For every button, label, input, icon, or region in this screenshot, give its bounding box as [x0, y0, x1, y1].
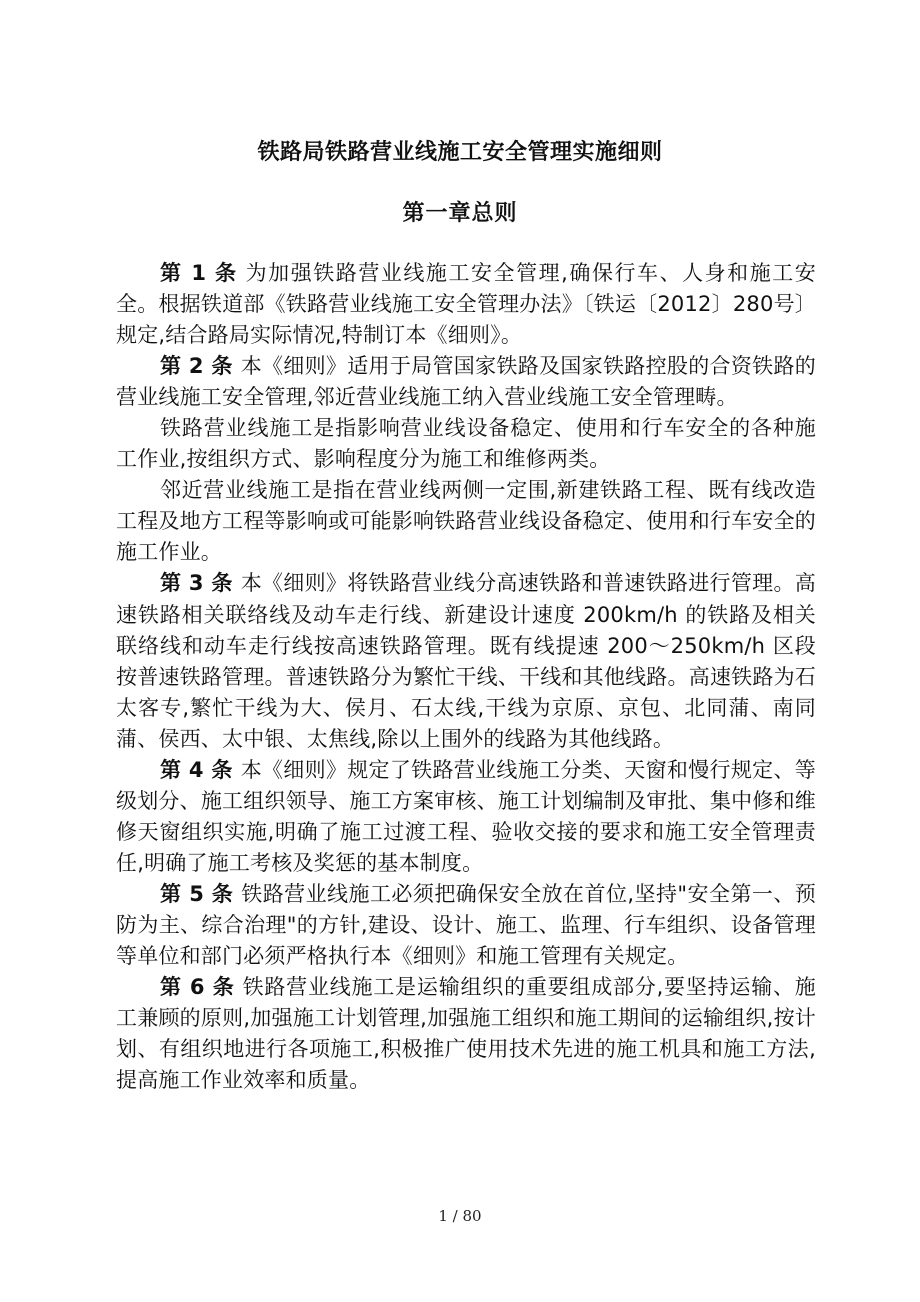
article-1: [116, 258, 816, 351]
article-text: 本《细则》适用于局管国家铁路及国家铁路控股的合资铁路的营业线施工安全管理,邻近营业线施工纳入营业线施工安全管理畴。: [116, 354, 816, 410]
article-label: 第 2 条: [160, 354, 233, 379]
article-text: 为加强铁路营业线施工安全管理,确保行车、人身和施工安全。根据铁道部《铁路营业线施工安全管理办法》〔铁运〔2012〕280号〕规定,结合路局实际情况,特制订本《细则》。: [116, 261, 817, 348]
article-label: 第 4 条: [160, 757, 233, 782]
document-body: [116, 258, 816, 1096]
article-text: 铁路营业线施工是运输组织的重要组成部分,要坚持运输、施工兼顾的原则,加强施工计划管理,加强施工组织和施工期间的运输组织,按计划、有组织地进行各项施工,积极推广使用技术先进的施工机具和施工方法,提高施工作业效率和质量。: [116, 975, 816, 1093]
article-label: 第 3 条: [160, 571, 233, 596]
chapter-title: 第一章总则: [402, 201, 518, 226]
article-5: [116, 879, 816, 972]
page-number: 1 / 80: [438, 1207, 482, 1225]
article-text: 本《细则》规定了铁路营业线施工分类、天窗和慢行规定、等级划分、施工组织领导、施工方案审核、施工计划编制及审批、集中修和维修天窗组织实施,明确了施工过渡工程、验收交接的要求和施工安全管理责任,明确了施工考核及奖惩的基本制度。: [116, 757, 816, 875]
article-2: [116, 351, 816, 413]
article-label: 第 6 条: [160, 975, 235, 1000]
document-title: 铁路局铁路营业线施工安全管理实施细则: [257, 140, 663, 165]
article-4: [116, 755, 816, 879]
article-text: 铁路营业线施工必须把确保安全放在首位,坚持"安全第一、预防为主、综合治理"的方针,建设、设计、施工、监理、行车组织、设备管理等单位和部门必须严格执行本《细则》和施工管理有关规定。: [116, 881, 817, 969]
paragraph-text: 邻近营业线施工是指在营业线两侧一定围,新建铁路工程、既有线改造工程及地方工程等影响或可能影响铁路营业线设备稳定、使用和行车安全的施工作业。: [116, 478, 816, 565]
article-label: 第 5 条: [160, 881, 234, 906]
paragraph-definition-operating-line: [116, 413, 816, 475]
article-3: [116, 568, 816, 754]
article-text: 本《细则》将铁路营业线分高速铁路和普速铁路进行管理。高速铁路相关联络线及动车走行线、新建设计速度 200km/h 的铁路及相关联络线和动车走行线按高速铁路管理。既有线提速 200～250km/h 区段按普速铁路管理。普速铁路分为繁忙干线、干线和其他线路。高速铁路为石太客专,繁忙干线为大、侯月、石太线,干线为京原、京包、北同蒲、南同蒲、侯西、太中银、太焦线,除以上围外的线路为其他线路。: [116, 571, 816, 751]
paragraph-definition-adjacent-line: [116, 475, 816, 568]
paragraph-text: 铁路营业线施工是指影响营业线设备稳定、使用和行车安全的各种施工作业,按组织方式、影响程度分为施工和维修两类。: [116, 416, 816, 472]
article-6: [116, 972, 816, 1096]
article-label: 第 1 条: [160, 261, 238, 285]
